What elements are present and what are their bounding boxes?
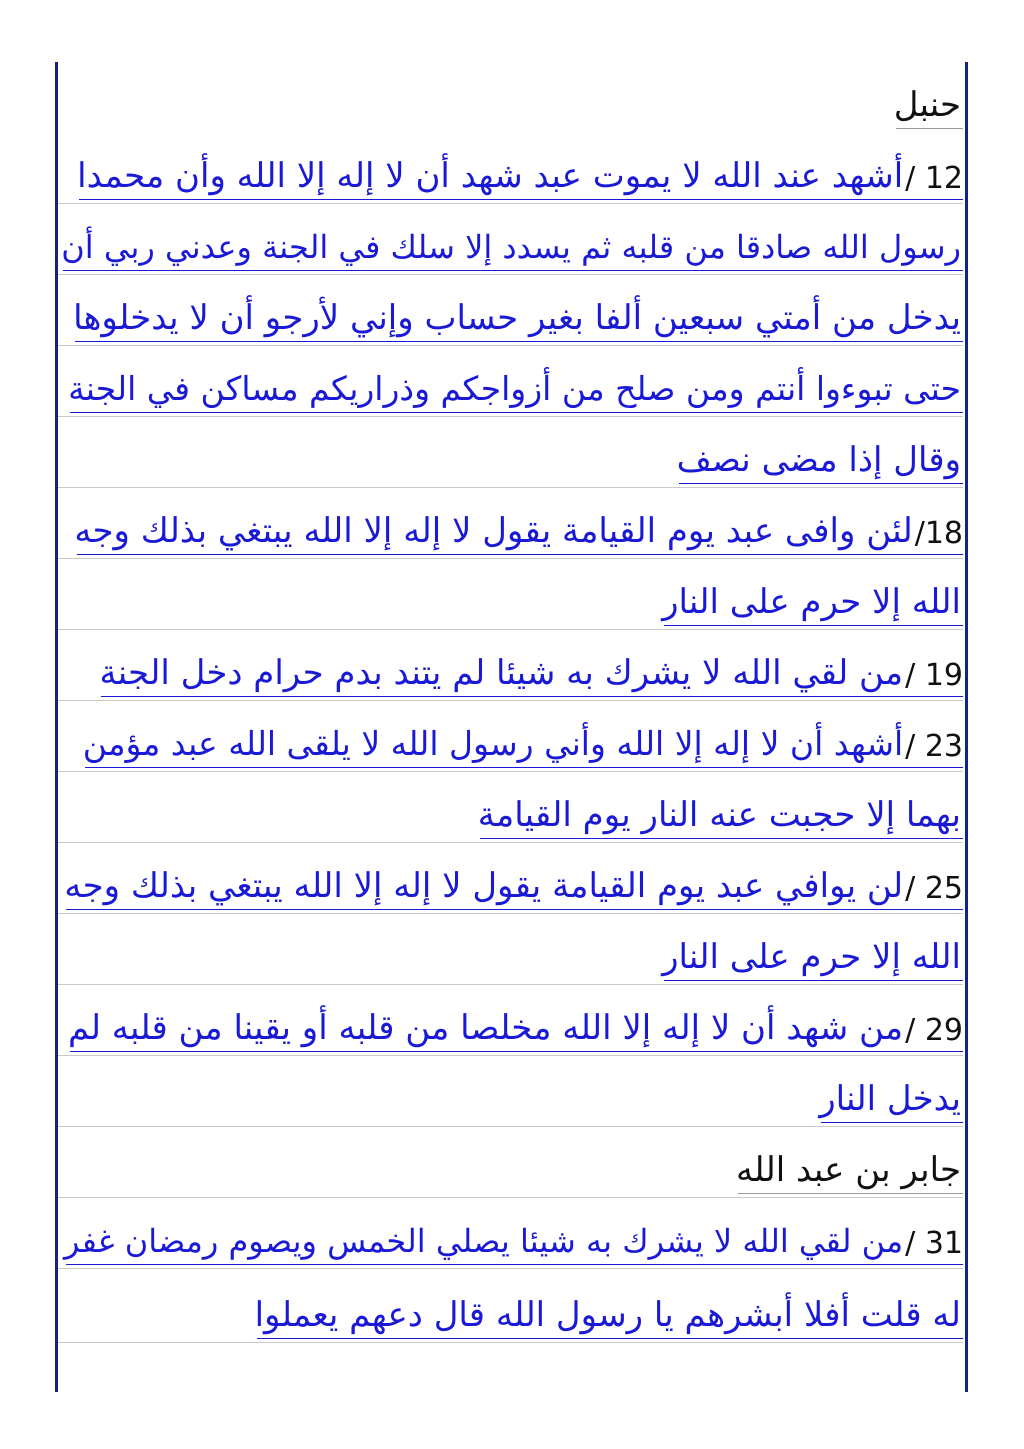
line-text: من شهد أن لا إله إلا الله مخلصا من قلبه أو يقينا من قلبه لم bbox=[67, 1008, 904, 1048]
text-line bbox=[58, 630, 963, 701]
text-underline bbox=[66, 1264, 963, 1265]
line-text: من لقي الله لا يشرك به شيئا يصلي الخمس ويصوم رمضان غفر bbox=[63, 1222, 904, 1260]
text-line bbox=[58, 133, 963, 204]
text-underline bbox=[101, 696, 963, 697]
hadith-number: 12 / bbox=[905, 161, 963, 196]
hadith-list bbox=[58, 62, 963, 1343]
line-text: له قلت أفلا أبشرهم يا رسول الله قال دعهم يعملوا bbox=[254, 1295, 961, 1335]
text-line bbox=[58, 914, 963, 985]
line-text: يدخل من أمتي سبعين ألفا بغير حساب وإني لأرجو أن لا يدخلوها bbox=[73, 298, 961, 338]
text-underline bbox=[70, 412, 963, 413]
text-underline bbox=[70, 1051, 963, 1052]
line-text: أشهد أن لا إله إلا الله وأني رسول الله لا يلقى الله عبد مؤمن bbox=[82, 724, 904, 763]
text-line bbox=[58, 346, 963, 417]
text-underline bbox=[480, 838, 963, 839]
hadith-number: 31 / bbox=[905, 1226, 963, 1261]
text-underline bbox=[738, 1193, 963, 1194]
text-underline bbox=[77, 554, 963, 555]
line-text: حتى تبوءوا أنتم ومن صلح من أزواجكم وذراريكم مساكن في الجنة bbox=[68, 369, 961, 408]
hadith-number: 23 / bbox=[905, 729, 963, 764]
text-line bbox=[58, 843, 963, 914]
hadith-number: 29 / bbox=[905, 1013, 963, 1048]
line-text: بهما إلا حجبت عنه النار يوم القيامة bbox=[477, 795, 961, 835]
text-underline bbox=[66, 909, 963, 910]
text-line bbox=[58, 772, 963, 843]
line-text: رسول الله صادقا من قلبه ثم يسدد إلا سلك في الجنة وعدني ربي أن bbox=[61, 228, 961, 266]
line-text: الله إلا حرم على النار bbox=[662, 937, 961, 977]
text-line bbox=[58, 1056, 963, 1127]
text-line bbox=[58, 417, 963, 488]
line-text: وقال إذا مضى نصف bbox=[676, 440, 961, 480]
hadith-number: 19 / bbox=[905, 658, 963, 693]
text-line bbox=[58, 62, 963, 133]
text-line bbox=[58, 488, 963, 559]
text-line bbox=[58, 985, 963, 1056]
hadith-number: 25 / bbox=[905, 871, 963, 906]
text-line bbox=[58, 1198, 963, 1269]
text-underline bbox=[821, 1122, 963, 1123]
text-line bbox=[58, 559, 963, 630]
line-text: لن يوافي عبد يوم القيامة يقول لا إله إلا الله يبتغي بذلك وجه bbox=[64, 866, 904, 906]
text-line bbox=[58, 275, 963, 346]
line-text: جابر بن عبد الله bbox=[735, 1150, 961, 1190]
text-underline bbox=[257, 1338, 963, 1339]
text-line bbox=[58, 1127, 963, 1198]
line-text: الله إلا حرم على النار bbox=[662, 582, 961, 622]
line-text: من لقي الله لا يشرك به شيئا لم يتند بدم حرام دخل الجنة bbox=[99, 653, 904, 693]
text-underline bbox=[79, 199, 963, 200]
text-underline bbox=[63, 270, 963, 271]
text-line bbox=[58, 1269, 963, 1343]
hadith-number: 18/ bbox=[914, 516, 963, 551]
text-underline bbox=[85, 767, 963, 768]
text-underline bbox=[679, 483, 963, 484]
line-text: لئن وافى عبد يوم القيامة يقول لا إله إلا الله يبتغي بذلك وجه bbox=[74, 511, 913, 551]
right-border-line bbox=[965, 62, 968, 1392]
line-text: أشهد عند الله لا يموت عبد شهد أن لا إله إلا الله وأن محمدا bbox=[77, 156, 904, 196]
line-text: حنبل bbox=[893, 85, 961, 125]
text-line bbox=[58, 204, 963, 275]
text-underline bbox=[664, 980, 963, 981]
text-underline bbox=[75, 341, 963, 342]
line-text: يدخل النار bbox=[819, 1079, 961, 1119]
text-underline bbox=[896, 128, 963, 129]
text-line bbox=[58, 701, 963, 772]
text-underline bbox=[664, 625, 963, 626]
